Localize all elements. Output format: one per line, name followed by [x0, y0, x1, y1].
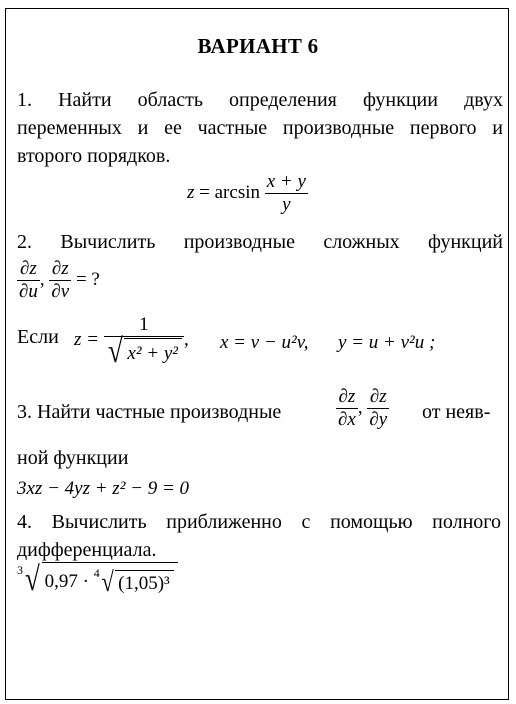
- task1-eq: =: [199, 181, 210, 203]
- task4-outer-root-icon: √: [24, 560, 40, 598]
- task2-cond-label: Если: [17, 326, 59, 348]
- task4-outer-index: 3: [17, 563, 23, 578]
- task4-inner-root-icon: √: [101, 566, 114, 598]
- task3-dz-dx: $\frac{\partial z}{\partial x}$: [338, 386, 356, 430]
- task2-derivatives: $\frac{\partial z}{\partial u}$ , $\frac{\partial z}{\partial v}$ = ?: [19, 258, 100, 302]
- task2-y-expr: y = u + v²u ;: [338, 332, 436, 353]
- task2-z-formula: z = $\frac{1}{\text{√ x² + y²}}$ ,: [74, 314, 189, 370]
- task2-dz-dv: $\frac{\partial z}{\partial v}$: [51, 258, 70, 302]
- task2-text: 2. Вычислить производные сложных функций: [17, 231, 503, 253]
- task1-text: 1. Найти область определения функции двух переменных и ее частные производные первого и второго порядков.: [17, 89, 503, 167]
- task3-derivatives: $\frac{\partial z}{\partial x}$ , $\frac{\partial z}{\partial y}$: [338, 386, 388, 430]
- task1-fraction: [265, 171, 308, 216]
- task1-num: x + y: [266, 171, 306, 192]
- task4-text: 4. Вычислить приближенно с помощью полного дифференциала.: [17, 511, 501, 561]
- task2-tail: = ?: [75, 268, 100, 290]
- task4-inner-index: 4: [93, 566, 100, 580]
- task4-expression: $^3$√ 0,97 · $^4$√ (1,05)³: [17, 562, 178, 598]
- task1-func: arcsin: [214, 181, 260, 203]
- task3-dz-dy: $\frac{\partial z}{\partial y}$: [369, 386, 388, 430]
- task1-den: y: [282, 194, 291, 215]
- task2-z-fraction: $\frac{1}{\text{√ x² + y²}}$: [104, 314, 184, 367]
- task2-dz-du: $\frac{\partial z}{\partial u}$: [19, 258, 38, 302]
- task3-text-c: ной функции: [17, 447, 129, 469]
- variant-title: ВАРИАНТ 6: [197, 34, 319, 58]
- task3-text-a: 3. Найти частные производные: [17, 401, 282, 423]
- task3-equation: 3xz − 4yz + z² − 9 = 0: [17, 478, 190, 499]
- task2-x-expr: x = v − u²v,: [220, 332, 309, 353]
- task1-z: z: [187, 181, 195, 203]
- task1-formula: [187, 171, 308, 216]
- task3-text-b: от неяв-: [422, 401, 491, 423]
